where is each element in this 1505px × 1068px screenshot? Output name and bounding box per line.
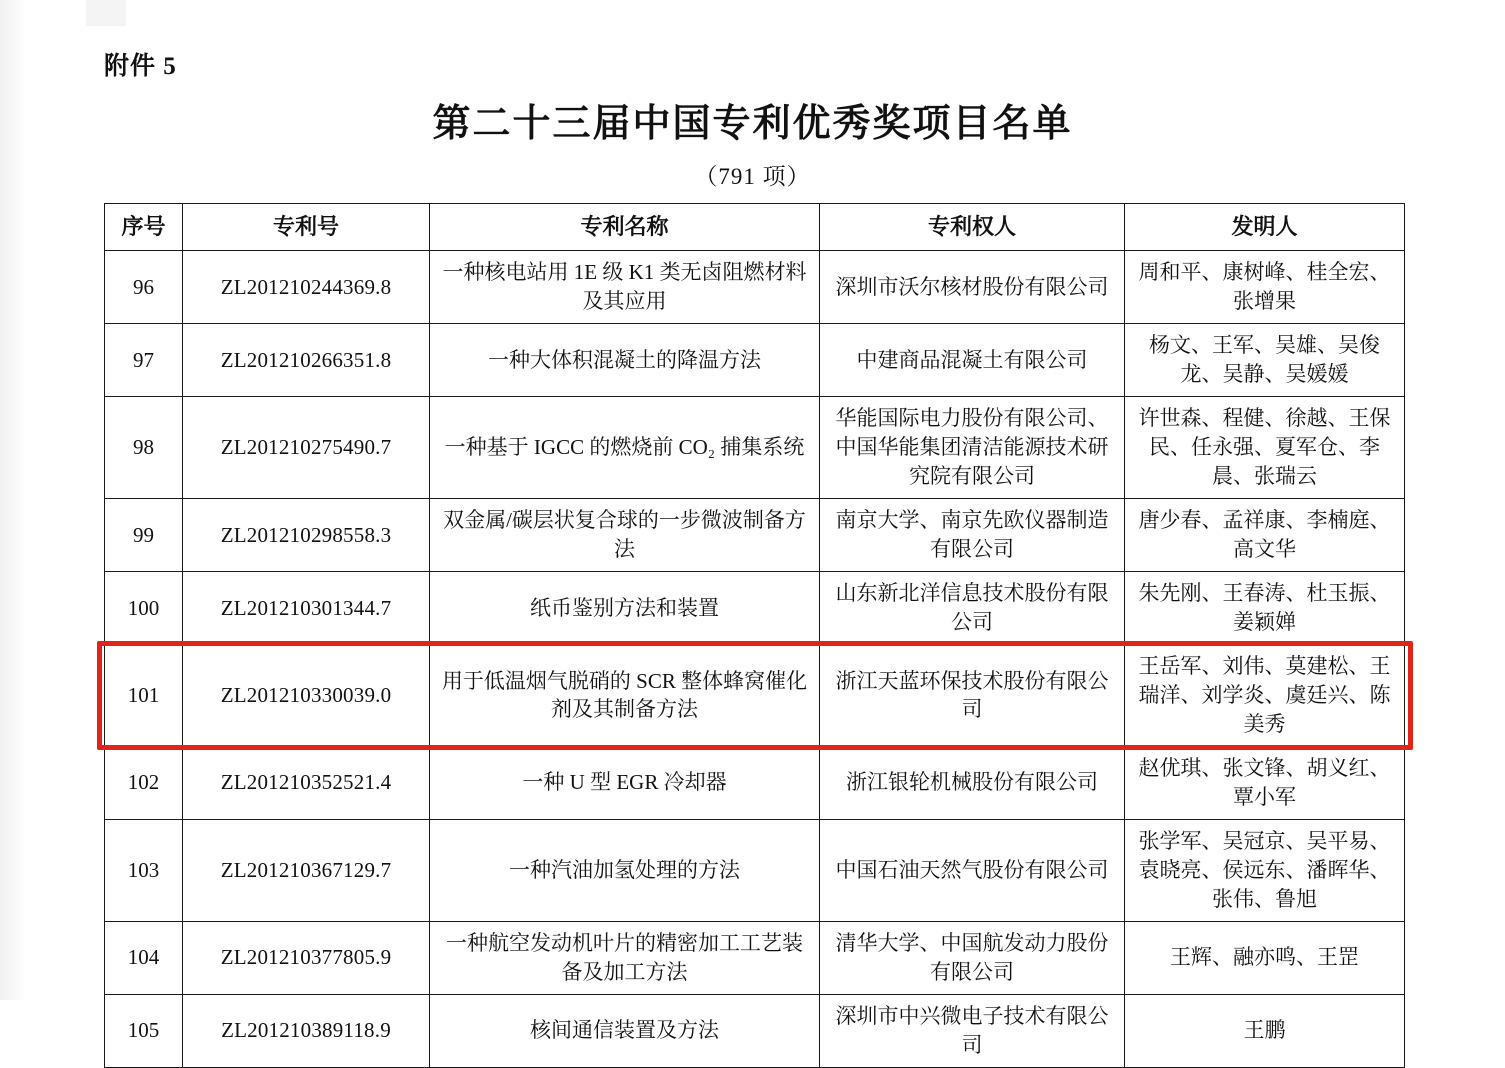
cell-patent-id: ZL201210298558.3 bbox=[183, 499, 430, 572]
cell-inventors: 朱先刚、王春涛、杜玉振、姜颖婵 bbox=[1125, 572, 1405, 645]
cell-patentee: 中建商品混凝土有限公司 bbox=[820, 324, 1125, 397]
cell-no: 103 bbox=[105, 819, 183, 921]
page-title: 第二十三届中国专利优秀奖项目名单 bbox=[432, 103, 1073, 145]
cell-no: 104 bbox=[105, 921, 183, 994]
column-header-patentee: 专利权人 bbox=[820, 204, 1125, 251]
cell-patentee: 浙江天蓝环保技术股份有限公司 bbox=[820, 645, 1125, 747]
cell-patent-id: ZL201210367129.7 bbox=[183, 819, 430, 921]
cell-patentee: 深圳市沃尔核材股份有限公司 bbox=[820, 251, 1125, 324]
cell-patentee: 山东新北洋信息技术股份有限公司 bbox=[820, 572, 1125, 645]
table-row bbox=[105, 921, 1405, 994]
column-header-no: 序号 bbox=[105, 204, 183, 251]
cell-inventors: 许世森、程健、徐越、王保民、任永强、夏军仓、李晨、张瑞云 bbox=[1125, 397, 1405, 499]
cell-no: 101 bbox=[105, 645, 183, 747]
cell-inventors: 王辉、融亦鸣、王罡 bbox=[1125, 921, 1405, 994]
table-row bbox=[105, 819, 1405, 921]
attachment-label: 附件 5 bbox=[104, 53, 177, 80]
cell-patent-name: 核间通信装置及方法 bbox=[430, 994, 820, 1067]
cell-inventors: 赵优琪、张文锋、胡义红、覃小军 bbox=[1125, 746, 1405, 819]
cell-patent-name: 一种 U 型 EGR 冷却器 bbox=[430, 746, 820, 819]
column-header-patent-id: 专利号 bbox=[183, 204, 430, 251]
cell-patentee: 浙江银轮机械股份有限公司 bbox=[820, 746, 1125, 819]
cell-patent-id: ZL201210352521.4 bbox=[183, 746, 430, 819]
cell-patent-name: 一种汽油加氢处理的方法 bbox=[430, 819, 820, 921]
cell-inventors: 杨文、王军、吴雄、吴俊龙、吴静、吴媛媛 bbox=[1125, 324, 1405, 397]
cell-no: 98 bbox=[105, 397, 183, 499]
table-row bbox=[105, 324, 1405, 397]
cell-inventors: 王鹏 bbox=[1125, 994, 1405, 1067]
cell-inventors: 张学军、吴冠京、吴平易、袁晓亮、侯远东、潘晖华、张伟、鲁旭 bbox=[1125, 819, 1405, 921]
cell-patent-name: 一种航空发动机叶片的精密加工工艺装备及加工方法 bbox=[430, 921, 820, 994]
cell-no: 105 bbox=[105, 994, 183, 1067]
column-header-inventors: 发明人 bbox=[1125, 204, 1405, 251]
patent-table-container bbox=[104, 203, 1404, 1068]
cell-patent-id: ZL201210389118.9 bbox=[183, 994, 430, 1067]
cell-no: 100 bbox=[105, 572, 183, 645]
table-header-row bbox=[105, 204, 1405, 251]
cell-no: 97 bbox=[105, 324, 183, 397]
cell-inventors: 唐少春、孟祥康、李楠庭、高文华 bbox=[1125, 499, 1405, 572]
patent-table bbox=[104, 203, 1405, 1068]
cell-patent-id: ZL201210275490.7 bbox=[183, 397, 430, 499]
table-row-highlighted bbox=[105, 645, 1405, 747]
cell-patent-name: 用于低温烟气脱硝的 SCR 整体蜂窝催化剂及其制备方法 bbox=[430, 645, 820, 747]
cell-no: 99 bbox=[105, 499, 183, 572]
table-row bbox=[105, 251, 1405, 324]
table-row bbox=[105, 397, 1405, 499]
cell-patent-name: 纸币鉴别方法和装置 bbox=[430, 572, 820, 645]
cell-patent-id: ZL201210377805.9 bbox=[183, 921, 430, 994]
cell-patentee: 清华大学、中国航发动力股份有限公司 bbox=[820, 921, 1125, 994]
table-row bbox=[105, 746, 1405, 819]
cell-patentee: 南京大学、南京先欧仪器制造有限公司 bbox=[820, 499, 1125, 572]
page-subtitle: （791 项） bbox=[694, 164, 811, 189]
table-row bbox=[105, 994, 1405, 1067]
cell-patent-name: 一种核电站用 1E 级 K1 类无卤阻燃材料及其应用 bbox=[430, 251, 820, 324]
cell-no: 96 bbox=[105, 251, 183, 324]
cell-patentee: 深圳市中兴微电子技术有限公司 bbox=[820, 994, 1125, 1067]
cell-patent-id: ZL201210266351.8 bbox=[183, 324, 430, 397]
scan-edge-artifact bbox=[0, 0, 26, 1000]
cell-patent-name: 一种大体积混凝土的降温方法 bbox=[430, 324, 820, 397]
cell-patent-id: ZL201210330039.0 bbox=[183, 645, 430, 747]
cell-inventors: 周和平、康树峰、桂全宏、张增果 bbox=[1125, 251, 1405, 324]
cell-patent-id: ZL201210244369.8 bbox=[183, 251, 430, 324]
cell-patent-name: 一种基于 IGCC 的燃烧前 CO₂ 捕集系统 bbox=[430, 397, 820, 499]
cell-patent-name: 双金属/碳层状复合球的一步微波制备方法 bbox=[430, 499, 820, 572]
cell-no: 102 bbox=[105, 746, 183, 819]
column-header-patent-name: 专利名称 bbox=[430, 204, 820, 251]
table-row bbox=[105, 572, 1405, 645]
cell-inventors: 王岳军、刘伟、莫建松、王瑞洋、刘学炎、虞廷兴、陈美秀 bbox=[1125, 645, 1405, 747]
cell-patentee: 中国石油天然气股份有限公司 bbox=[820, 819, 1125, 921]
cell-patentee: 华能国际电力股份有限公司、中国华能集团清洁能源技术研究院有限公司 bbox=[820, 397, 1125, 499]
table-row bbox=[105, 499, 1405, 572]
cell-patent-id: ZL201210301344.7 bbox=[183, 572, 430, 645]
scan-corner-artifact bbox=[86, 0, 126, 26]
